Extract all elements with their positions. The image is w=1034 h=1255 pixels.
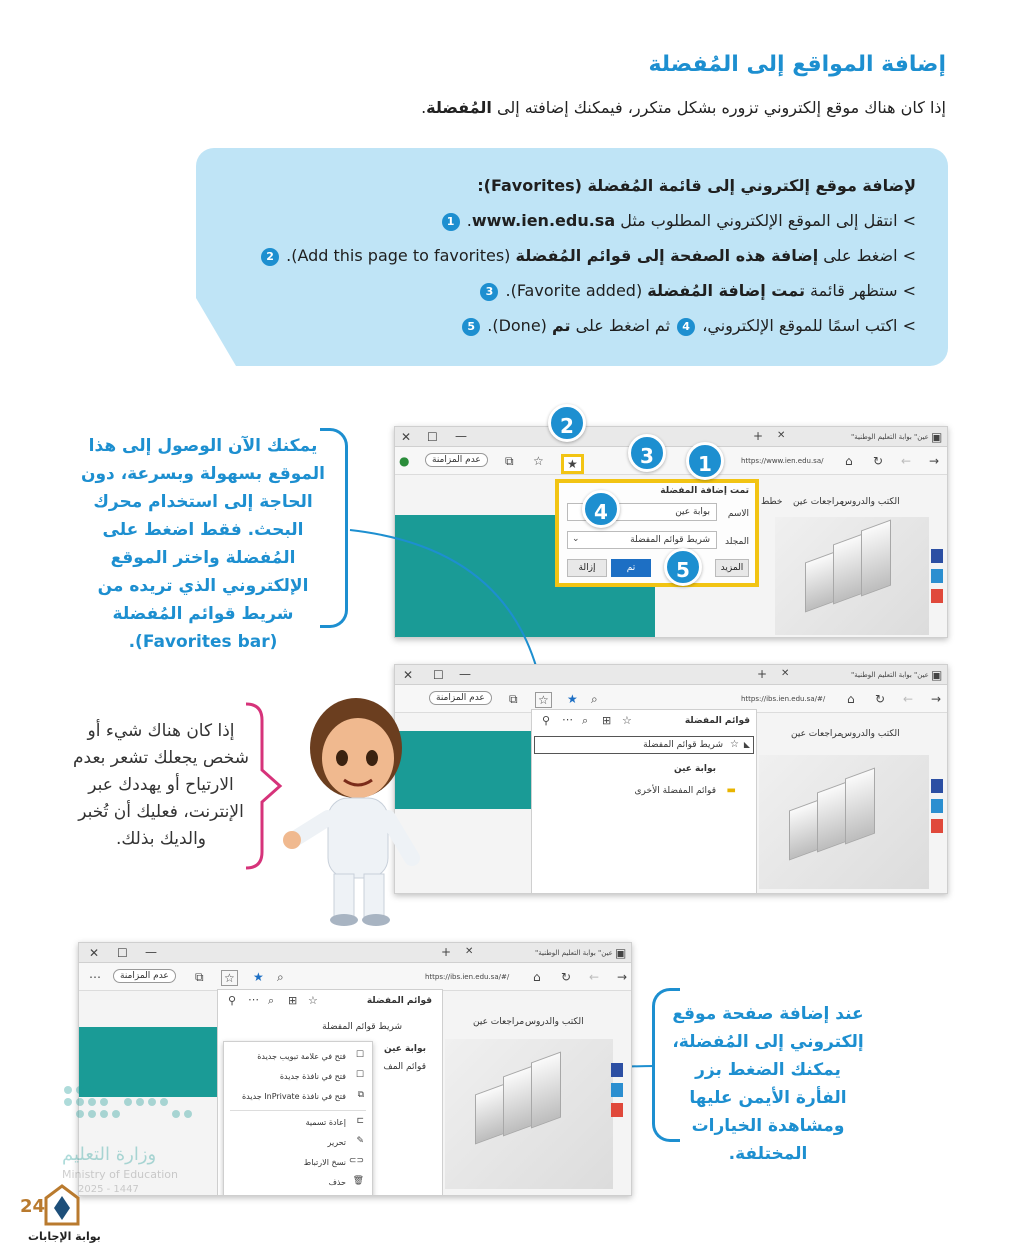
back-icon[interactable]: → [929, 454, 940, 468]
chevron-icon: ◣ [743, 740, 750, 749]
ministry-name-ar: وزارة التعليم [62, 1144, 157, 1165]
nav-reviews[interactable]: مراجعات عين [791, 729, 843, 739]
new-tab-icon[interactable]: + [757, 667, 768, 681]
answers-portal-logo [42, 1184, 82, 1230]
favorite-star-icon[interactable]: ★ [567, 692, 578, 706]
tab-close-icon[interactable]: ✕ [465, 946, 474, 957]
menu-open-inprivate[interactable]: فتح في نافذة InPrivate جديدة [241, 1092, 346, 1101]
edit-icon: ✎ [356, 1136, 364, 1146]
callout-favorites-bar: يمكنك الآن الوصول إلى هذا الموقع بسهولة وبسرعة، دون الحاجة إلى استخدام محرك البحث. فقط اضغط على المُفضلة واختر الموقع الإلكتروني الذي تريده من شريط قوائم المُفضلة (Favorites bar). [80, 436, 326, 652]
safety-callout: إذا كان هناك شيء أو شخص يجعلك تشعر بعدم الارتياح أو يهددك عبر الإنترنت، فعليك أن تُخبر والديك بذلك. [73, 721, 249, 849]
collections-icon[interactable]: ⧉ [195, 970, 204, 984]
step-bubble-1: 1 [686, 442, 724, 480]
step-2: > اضغط على إضافة هذه الصفحة إلى قوائم المُفضلة (Add this page to favorites). 2 [259, 246, 916, 266]
remove-button[interactable]: إزالة [567, 559, 607, 577]
maximize-icon: ☐ [433, 668, 444, 682]
refresh-icon[interactable]: ↻ [873, 454, 884, 468]
tab-actions-icon[interactable]: ▣ [615, 946, 627, 960]
tab-actions-icon[interactable]: ▣ [931, 430, 943, 444]
forward-icon[interactable]: ← [901, 454, 912, 468]
side-button-2[interactable] [931, 799, 943, 813]
favorite-item[interactable]: بوابة عين [384, 1044, 426, 1054]
zoom-icon[interactable]: ⌕ [591, 692, 598, 706]
pin-icon[interactable]: ⚲ [542, 714, 551, 727]
favorites-panel-title: قوائم المفضلة [366, 996, 432, 1006]
name-input[interactable]: بوابة عين [567, 503, 717, 521]
step-bubble-5: 5 [664, 548, 702, 586]
sync-status[interactable]: عدم المزامنة [429, 691, 492, 705]
new-tab-icon[interactable]: + [441, 945, 452, 959]
minimize-icon: — [459, 667, 471, 681]
more-button[interactable]: المزيد [715, 559, 749, 577]
minimize-icon: — [455, 429, 467, 443]
step-1: > انتقل إلى الموقع الإلكتروني المطلوب مثل www.ien.edu.sa. 1 [440, 211, 916, 231]
context-menu [223, 1041, 373, 1196]
favorites-panel [531, 709, 757, 894]
titlebar [79, 943, 631, 963]
callout-right-click: عند إضافة صفحة موقع إلكتروني إلى المُفضلة، يمكنك الضغط بزر الفأرة الأيمن عليها ومشاهدة الخيارات المختلفة. [672, 1004, 864, 1164]
ministry-watermark [58, 1080, 208, 1200]
close-icon: ✕ [89, 946, 100, 960]
tab-title[interactable]: "عين" بوابة التعليم الوطنية [851, 433, 929, 441]
step-4: > اكتب اسمًا للموقع الإلكتروني، 4 ثم اضغط على تم (Done). 5 [460, 316, 916, 336]
menu-rename[interactable]: إعادة تسمية [305, 1118, 346, 1127]
menu-open-new-window[interactable]: فتح في نافذة جديدة [279, 1072, 346, 1081]
sync-status[interactable]: عدم المزامنة [113, 969, 176, 983]
url-field[interactable]: https://ibs.ien.edu.sa/#/ [741, 695, 826, 703]
page-number: 24 [20, 1196, 46, 1217]
other-favorites-folder[interactable]: قوائم المف [383, 1062, 426, 1072]
titlebar [395, 665, 947, 685]
nav-plans[interactable]: خطط [761, 497, 783, 507]
sync-status[interactable]: عدم المزامنة [425, 453, 488, 467]
side-button-3[interactable] [611, 1103, 623, 1117]
year-label: 2025 - 1447 [78, 1184, 139, 1195]
folder-label: المجلد [725, 537, 749, 547]
refresh-icon[interactable]: ↻ [875, 692, 886, 706]
add-favorite-star-icon[interactable]: ★ [561, 454, 584, 474]
step-3: > ستظهر قائمة تمت إضافة المُفضلة (Favorite added). 3 [478, 281, 916, 301]
side-button-2[interactable] [611, 1083, 623, 1097]
forward-icon[interactable]: ← [903, 692, 914, 706]
side-button-1[interactable] [611, 1063, 623, 1077]
more-icon[interactable]: ⋯ [89, 970, 101, 984]
home-icon[interactable]: ⌂ [847, 692, 855, 706]
tab-close-icon[interactable]: ✕ [777, 430, 786, 441]
extension-icon[interactable]: ● [399, 454, 410, 468]
stairs-illustration [445, 1039, 613, 1189]
more-icon[interactable]: ⋯ [248, 993, 259, 1006]
favorites-panel-title: قوائم المفضلة [684, 716, 750, 726]
back-icon[interactable]: → [931, 692, 942, 706]
favorites-bar-folder[interactable]: شريط قوائم المفضلة ☆ ◣ [534, 736, 754, 754]
add-favorite-icon[interactable]: ☆ [308, 994, 318, 1007]
folder-icon: ▬ [726, 785, 736, 796]
add-folder-icon[interactable]: ⊞ [288, 994, 298, 1007]
step-bubble-3: 3 [628, 434, 666, 472]
minimize-icon: — [145, 945, 157, 959]
tab-close-icon[interactable]: ✕ [781, 668, 790, 679]
favorites-list-icon[interactable]: ☆ [533, 454, 544, 468]
ministry-name-en: Ministry of Education [62, 1168, 179, 1181]
step-bubble-4: 4 [582, 490, 620, 528]
favorite-item[interactable]: بوابة عين [674, 764, 716, 774]
folder-select[interactable]: ⌄ شريط قوائم المفضلة [567, 531, 717, 549]
step-bubble-2: 2 [548, 404, 586, 442]
new-tab-icon: ☐ [355, 1050, 364, 1060]
tab-actions-icon[interactable]: ▣ [931, 668, 943, 682]
more-icon[interactable]: ⋯ [562, 713, 573, 726]
boy-character-illustration [276, 688, 436, 928]
zoom-icon[interactable]: ⌕ [277, 970, 284, 984]
instructions-title: لإضافة موقع إلكتروني إلى قائمة المُفضلة (Favorites): [477, 176, 916, 195]
link-icon: ⊂⊃ [348, 1156, 364, 1166]
tab-title[interactable]: "عين" بوابة التعليم الوطنية [851, 671, 929, 679]
delete-icon: 🗑 [352, 1176, 364, 1186]
close-icon: ✕ [401, 430, 412, 444]
favorite-star-icon[interactable]: ★ [253, 970, 264, 984]
tab-title[interactable]: "عين" بوابة التعليم الوطنية [535, 949, 613, 957]
favorites-bar-folder[interactable]: شريط قوائم المفضلة [322, 1022, 402, 1032]
other-favorites-folder[interactable]: قوائم المفضلة الأخرى [634, 786, 716, 796]
side-button-1[interactable] [931, 779, 943, 793]
answers-portal-name[interactable]: بوابة الإجابات [28, 1230, 101, 1243]
new-tab-icon[interactable]: + [753, 429, 764, 443]
favorites-list-icon[interactable]: ☆ [535, 692, 552, 708]
forward-icon[interactable]: ← [589, 970, 600, 984]
url-field[interactable]: https://ibs.ien.edu.sa/#/ [425, 973, 510, 981]
menu-open-new-tab[interactable]: فتح في علامة تبويب جديدة [257, 1052, 346, 1061]
search-icon[interactable]: ⌕ [268, 994, 275, 1007]
browser-screenshot-2 [394, 664, 948, 894]
nav-reviews[interactable]: مراجعات عين [793, 497, 845, 507]
refresh-icon[interactable]: ↻ [561, 970, 572, 984]
home-icon[interactable]: ⌂ [845, 454, 853, 468]
menu-copy-link[interactable]: نسخ الارتباط [303, 1158, 346, 1167]
close-icon: ✕ [403, 668, 414, 682]
menu-divider [230, 1110, 366, 1111]
side-button-3[interactable] [931, 819, 943, 833]
chevron-down-icon: ⌄ [572, 534, 580, 544]
done-button[interactable]: تم [611, 559, 651, 577]
collections-icon[interactable]: ⧉ [505, 454, 514, 468]
inprivate-icon: ⧉ [357, 1090, 364, 1100]
nav-books[interactable]: الكتب والدروس [841, 497, 900, 507]
url-field[interactable]: https://www.ien.edu.sa/ [741, 457, 824, 465]
stairs-illustration [759, 755, 929, 889]
collections-icon[interactable]: ⧉ [509, 692, 518, 706]
nav-books[interactable]: الكتب والدروس [841, 729, 900, 739]
nav-books[interactable]: الكتب والدروس [525, 1017, 584, 1027]
intro-text: إذا كان هناك موقع إلكتروني تزوره بشكل متكرر، فيمكنك إضافته إلى المُفضلة. [421, 98, 946, 117]
add-favorite-icon[interactable]: ☆ [622, 714, 632, 727]
star-icon: ☆ [730, 739, 739, 750]
dialog-title: تمت إضافة المفضلة [660, 486, 749, 496]
back-icon[interactable]: → [617, 970, 628, 984]
menu-delete[interactable]: حذف [328, 1178, 346, 1187]
page-title: إضافة المواقع إلى المُفضلة [648, 52, 946, 77]
name-label: الاسم [727, 509, 749, 519]
maximize-icon: ☐ [117, 946, 128, 960]
search-icon[interactable]: ⌕ [582, 714, 589, 727]
favorites-list-icon[interactable]: ☆ [221, 970, 238, 986]
address-bar [79, 963, 631, 991]
new-window-icon: ☐ [355, 1070, 364, 1080]
menu-edit[interactable]: تحرير [327, 1138, 346, 1147]
nav-reviews[interactable]: مراجعات عين [473, 1017, 525, 1027]
home-icon[interactable]: ⌂ [533, 970, 541, 984]
pin-icon[interactable]: ⚲ [228, 994, 237, 1007]
maximize-icon: ☐ [427, 430, 438, 444]
add-folder-icon[interactable]: ⊞ [602, 714, 612, 727]
rename-icon: ⊏ [356, 1116, 364, 1126]
